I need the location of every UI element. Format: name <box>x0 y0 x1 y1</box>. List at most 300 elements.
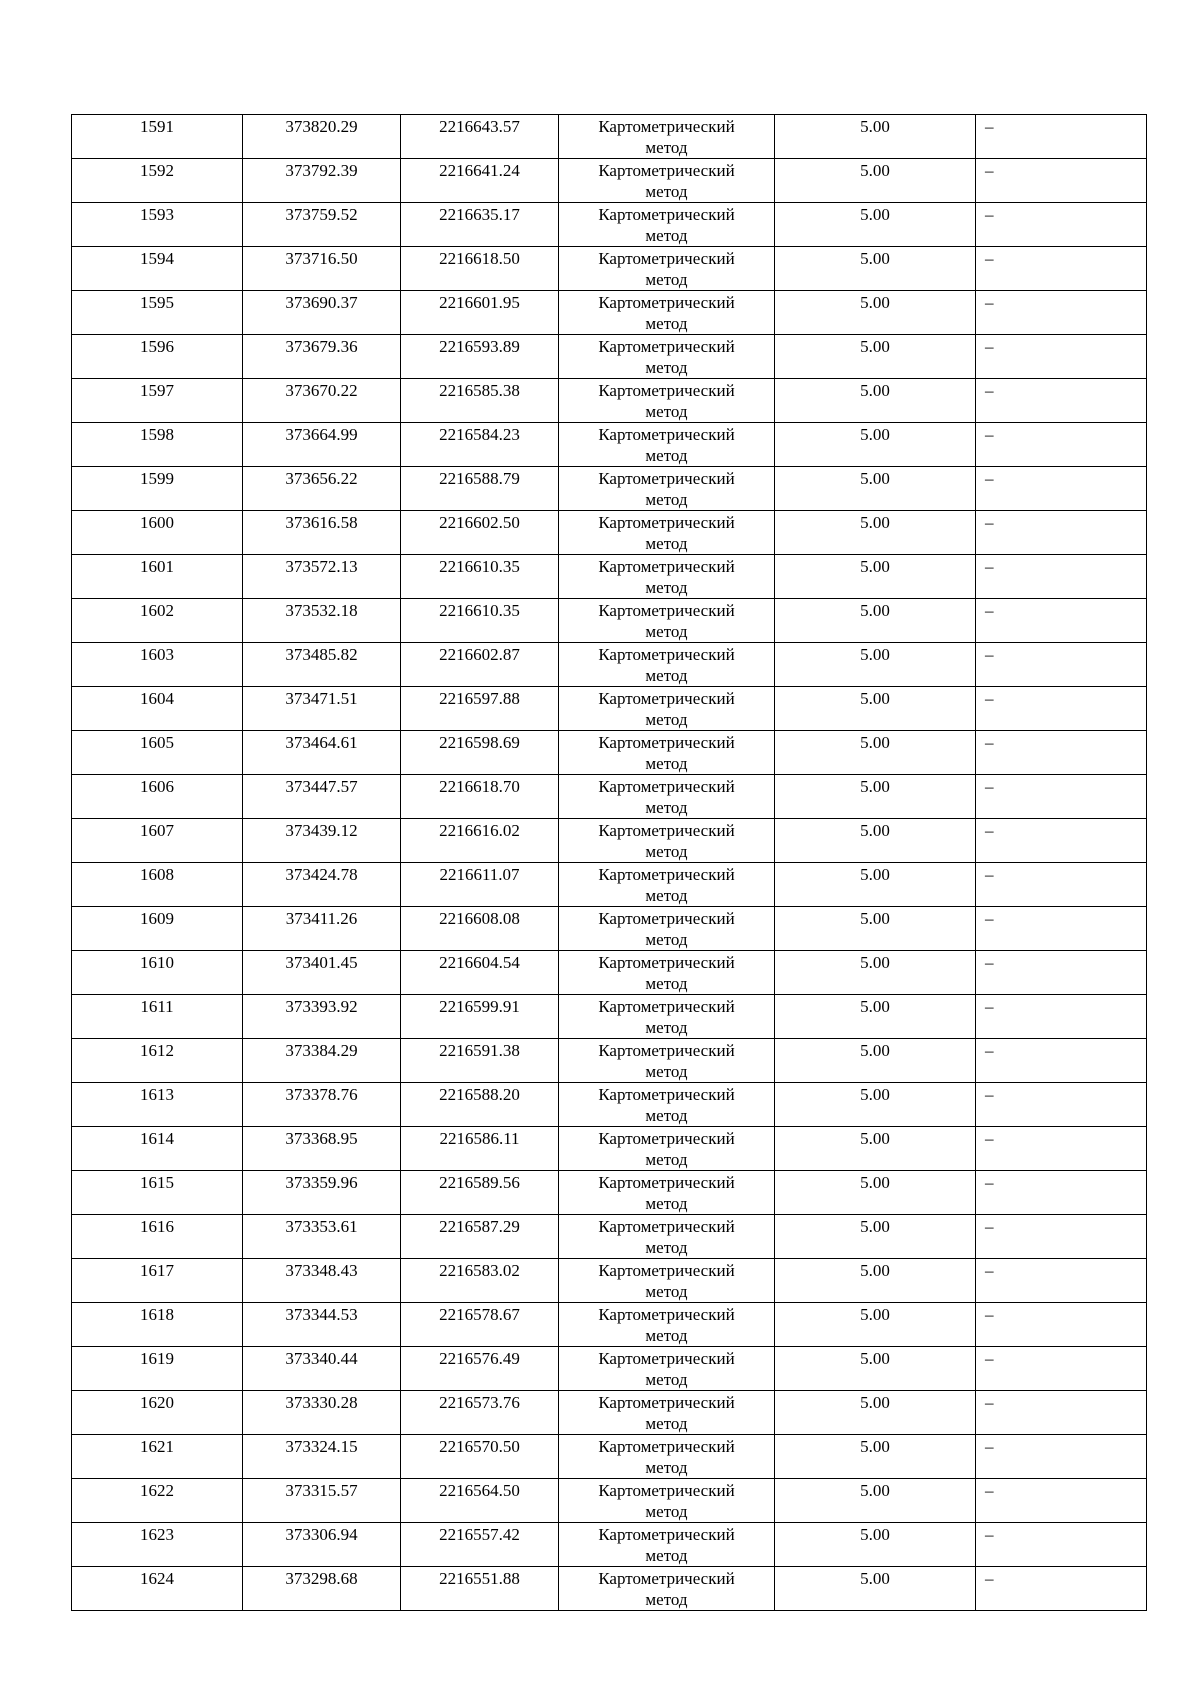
table-row <box>72 687 1147 731</box>
y-coordinate-cell-text: 2216618.70 <box>439 777 520 796</box>
method-cell <box>559 819 775 863</box>
precision-cell <box>775 203 976 247</box>
y-coordinate-cell <box>401 555 559 599</box>
method-cell-text: Картометрический метод <box>598 1437 735 1477</box>
point-number-cell-text: 1620 <box>140 1393 174 1412</box>
note-cell <box>976 1127 1147 1171</box>
table-row <box>72 643 1147 687</box>
table-row <box>72 1479 1147 1523</box>
point-number-cell-text: 1623 <box>140 1525 174 1544</box>
precision-cell-text: 5.00 <box>860 1349 890 1368</box>
table-row <box>72 1303 1147 1347</box>
point-number-cell <box>72 863 243 907</box>
precision-cell-text: 5.00 <box>860 337 890 356</box>
note-cell-text: – <box>985 1525 994 1544</box>
method-cell-text: Картометрический метод <box>598 117 735 157</box>
precision-cell <box>775 1391 976 1435</box>
x-coordinate-cell-text: 373447.57 <box>285 777 358 796</box>
x-coordinate-cell <box>243 1127 401 1171</box>
y-coordinate-cell-text: 2216601.95 <box>439 293 520 312</box>
point-number-cell <box>72 555 243 599</box>
coordinates-table <box>71 114 1147 1611</box>
precision-cell <box>775 335 976 379</box>
y-coordinate-cell <box>401 379 559 423</box>
method-cell <box>559 907 775 951</box>
method-cell-text: Картометрический метод <box>598 1041 735 1081</box>
point-number-cell <box>72 203 243 247</box>
note-cell <box>976 907 1147 951</box>
precision-cell-text: 5.00 <box>860 1437 890 1456</box>
method-cell-text: Картометрический метод <box>598 909 735 949</box>
table-row <box>72 819 1147 863</box>
method-cell-text: Картометрический метод <box>598 557 735 597</box>
method-cell <box>559 1259 775 1303</box>
precision-cell <box>775 511 976 555</box>
point-number-cell <box>72 291 243 335</box>
point-number-cell-text: 1622 <box>140 1481 174 1500</box>
note-cell-text: – <box>985 557 994 576</box>
method-cell-text: Картометрический метод <box>598 425 735 465</box>
y-coordinate-cell-text: 2216587.29 <box>439 1217 520 1236</box>
table-row <box>72 291 1147 335</box>
precision-cell-text: 5.00 <box>860 1305 890 1324</box>
note-cell-text: – <box>985 469 994 488</box>
y-coordinate-cell <box>401 291 559 335</box>
note-cell-text: – <box>985 117 994 136</box>
point-number-cell <box>72 599 243 643</box>
method-cell-text: Картометрический метод <box>598 1261 735 1301</box>
method-cell <box>559 379 775 423</box>
point-number-cell-text: 1616 <box>140 1217 174 1236</box>
precision-cell <box>775 907 976 951</box>
note-cell-text: – <box>985 821 994 840</box>
note-cell-text: – <box>985 733 994 752</box>
x-coordinate-cell-text: 373353.61 <box>285 1217 358 1236</box>
method-cell-text: Картометрический метод <box>598 645 735 685</box>
table-row <box>72 203 1147 247</box>
y-coordinate-cell-text: 2216589.56 <box>439 1173 520 1192</box>
point-number-cell-text: 1600 <box>140 513 174 532</box>
x-coordinate-cell-text: 373690.37 <box>285 293 358 312</box>
y-coordinate-cell-text: 2216586.11 <box>439 1129 520 1148</box>
y-coordinate-cell <box>401 1347 559 1391</box>
method-cell <box>559 555 775 599</box>
precision-cell <box>775 643 976 687</box>
precision-cell <box>775 1479 976 1523</box>
precision-cell-text: 5.00 <box>860 1569 890 1588</box>
precision-cell-text: 5.00 <box>860 1481 890 1500</box>
y-coordinate-cell-text: 2216599.91 <box>439 997 520 1016</box>
note-cell <box>976 115 1147 159</box>
note-cell-text: – <box>985 953 994 972</box>
precision-cell-text: 5.00 <box>860 1129 890 1148</box>
precision-cell <box>775 995 976 1039</box>
note-cell-text: – <box>985 1437 994 1456</box>
y-coordinate-cell-text: 2216573.76 <box>439 1393 520 1412</box>
note-cell <box>976 687 1147 731</box>
y-coordinate-cell <box>401 1215 559 1259</box>
y-coordinate-cell-text: 2216608.08 <box>439 909 520 928</box>
x-coordinate-cell-text: 373820.29 <box>285 117 358 136</box>
x-coordinate-cell <box>243 819 401 863</box>
x-coordinate-cell-text: 373464.61 <box>285 733 358 752</box>
method-cell <box>559 1039 775 1083</box>
note-cell <box>976 1303 1147 1347</box>
y-coordinate-cell <box>401 115 559 159</box>
point-number-cell-text: 1617 <box>140 1261 174 1280</box>
y-coordinate-cell-text: 2216616.02 <box>439 821 520 840</box>
y-coordinate-cell-text: 2216578.67 <box>439 1305 520 1324</box>
x-coordinate-cell <box>243 1435 401 1479</box>
point-number-cell-text: 1608 <box>140 865 174 884</box>
y-coordinate-cell <box>401 467 559 511</box>
note-cell <box>976 643 1147 687</box>
point-number-cell <box>72 731 243 775</box>
x-coordinate-cell-text: 373368.95 <box>285 1129 358 1148</box>
y-coordinate-cell-text: 2216597.88 <box>439 689 520 708</box>
method-cell-text: Картометрический метод <box>598 1569 735 1609</box>
point-number-cell <box>72 687 243 731</box>
table-row <box>72 775 1147 819</box>
x-coordinate-cell-text: 373344.53 <box>285 1305 358 1324</box>
precision-cell-text: 5.00 <box>860 821 890 840</box>
y-coordinate-cell <box>401 1039 559 1083</box>
table-row <box>72 379 1147 423</box>
y-coordinate-cell <box>401 951 559 995</box>
note-cell-text: – <box>985 425 994 444</box>
x-coordinate-cell <box>243 423 401 467</box>
point-number-cell <box>72 1303 243 1347</box>
note-cell-text: – <box>985 645 994 664</box>
precision-cell-text: 5.00 <box>860 557 890 576</box>
point-number-cell-text: 1599 <box>140 469 174 488</box>
precision-cell <box>775 1127 976 1171</box>
note-cell <box>976 1479 1147 1523</box>
y-coordinate-cell <box>401 1259 559 1303</box>
y-coordinate-cell <box>401 1523 559 1567</box>
precision-cell <box>775 819 976 863</box>
point-number-cell-text: 1615 <box>140 1173 174 1192</box>
y-coordinate-cell-text: 2216583.02 <box>439 1261 520 1280</box>
x-coordinate-cell-text: 373792.39 <box>285 161 358 180</box>
y-coordinate-cell <box>401 423 559 467</box>
method-cell-text: Картометрический метод <box>598 469 735 509</box>
note-cell <box>976 291 1147 335</box>
y-coordinate-cell-text: 2216602.87 <box>439 645 520 664</box>
precision-cell-text: 5.00 <box>860 205 890 224</box>
x-coordinate-cell <box>243 1083 401 1127</box>
x-coordinate-cell-text: 373298.68 <box>285 1569 358 1588</box>
note-cell-text: – <box>985 293 994 312</box>
method-cell-text: Картометрический метод <box>598 1481 735 1521</box>
point-number-cell-text: 1598 <box>140 425 174 444</box>
note-cell <box>976 1567 1147 1611</box>
table-row <box>72 1215 1147 1259</box>
table-row <box>72 1127 1147 1171</box>
x-coordinate-cell-text: 373664.99 <box>285 425 358 444</box>
note-cell-text: – <box>985 1569 994 1588</box>
y-coordinate-cell <box>401 687 559 731</box>
x-coordinate-cell-text: 373424.78 <box>285 865 358 884</box>
method-cell-text: Картометрический метод <box>598 1217 735 1257</box>
note-cell <box>976 819 1147 863</box>
point-number-cell-text: 1609 <box>140 909 174 928</box>
x-coordinate-cell-text: 373759.52 <box>285 205 358 224</box>
x-coordinate-cell-text: 373330.28 <box>285 1393 358 1412</box>
precision-cell <box>775 687 976 731</box>
method-cell-text: Картометрический метод <box>598 161 735 201</box>
table-row <box>72 1567 1147 1611</box>
note-cell <box>976 159 1147 203</box>
method-cell-text: Картометрический метод <box>598 513 735 553</box>
method-cell <box>559 1171 775 1215</box>
y-coordinate-cell <box>401 1083 559 1127</box>
x-coordinate-cell <box>243 115 401 159</box>
note-cell-text: – <box>985 1349 994 1368</box>
note-cell-text: – <box>985 1173 994 1192</box>
point-number-cell <box>72 1127 243 1171</box>
precision-cell-text: 5.00 <box>860 777 890 796</box>
y-coordinate-cell-text: 2216641.24 <box>439 161 520 180</box>
precision-cell <box>775 775 976 819</box>
x-coordinate-cell <box>243 1567 401 1611</box>
y-coordinate-cell-text: 2216602.50 <box>439 513 520 532</box>
precision-cell <box>775 115 976 159</box>
method-cell <box>559 995 775 1039</box>
note-cell <box>976 1435 1147 1479</box>
precision-cell-text: 5.00 <box>860 1041 890 1060</box>
precision-cell-text: 5.00 <box>860 293 890 312</box>
x-coordinate-cell <box>243 1479 401 1523</box>
point-number-cell-text: 1607 <box>140 821 174 840</box>
table-row <box>72 863 1147 907</box>
note-cell-text: – <box>985 1085 994 1104</box>
note-cell <box>976 379 1147 423</box>
y-coordinate-cell <box>401 907 559 951</box>
method-cell <box>559 203 775 247</box>
point-number-cell-text: 1603 <box>140 645 174 664</box>
point-number-cell-text: 1614 <box>140 1129 174 1148</box>
y-coordinate-cell <box>401 599 559 643</box>
note-cell <box>976 555 1147 599</box>
table-row <box>72 555 1147 599</box>
table-row <box>72 731 1147 775</box>
point-number-cell-text: 1618 <box>140 1305 174 1324</box>
method-cell-text: Картометрический метод <box>598 205 735 245</box>
method-cell <box>559 467 775 511</box>
note-cell-text: – <box>985 997 994 1016</box>
x-coordinate-cell-text: 373359.96 <box>285 1173 358 1192</box>
y-coordinate-cell-text: 2216557.42 <box>439 1525 520 1544</box>
precision-cell-text: 5.00 <box>860 469 890 488</box>
precision-cell-text: 5.00 <box>860 601 890 620</box>
note-cell <box>976 511 1147 555</box>
point-number-cell <box>72 1391 243 1435</box>
note-cell <box>976 1171 1147 1215</box>
x-coordinate-cell <box>243 1391 401 1435</box>
note-cell-text: – <box>985 161 994 180</box>
y-coordinate-cell <box>401 159 559 203</box>
y-coordinate-cell <box>401 511 559 555</box>
precision-cell <box>775 1171 976 1215</box>
table-row <box>72 1523 1147 1567</box>
x-coordinate-cell-text: 373348.43 <box>285 1261 358 1280</box>
x-coordinate-cell-text: 373384.29 <box>285 1041 358 1060</box>
point-number-cell-text: 1597 <box>140 381 174 400</box>
point-number-cell <box>72 1083 243 1127</box>
precision-cell <box>775 159 976 203</box>
note-cell <box>976 1347 1147 1391</box>
table-row <box>72 115 1147 159</box>
x-coordinate-cell <box>243 1171 401 1215</box>
y-coordinate-cell-text: 2216588.79 <box>439 469 520 488</box>
point-number-cell <box>72 159 243 203</box>
table-row <box>72 995 1147 1039</box>
precision-cell <box>775 1567 976 1611</box>
x-coordinate-cell-text: 373485.82 <box>285 645 358 664</box>
method-cell-text: Картометрический метод <box>598 337 735 377</box>
method-cell <box>559 643 775 687</box>
table-row <box>72 1171 1147 1215</box>
point-number-cell <box>72 1039 243 1083</box>
precision-cell <box>775 555 976 599</box>
y-coordinate-cell <box>401 731 559 775</box>
y-coordinate-cell-text: 2216584.23 <box>439 425 520 444</box>
x-coordinate-cell-text: 373411.26 <box>285 909 358 928</box>
y-coordinate-cell-text: 2216585.38 <box>439 381 520 400</box>
x-coordinate-cell-text: 373378.76 <box>285 1085 358 1104</box>
point-number-cell <box>72 1347 243 1391</box>
point-number-cell-text: 1604 <box>140 689 174 708</box>
x-coordinate-cell <box>243 467 401 511</box>
y-coordinate-cell <box>401 863 559 907</box>
precision-cell <box>775 863 976 907</box>
method-cell <box>559 1435 775 1479</box>
x-coordinate-cell <box>243 511 401 555</box>
precision-cell <box>775 599 976 643</box>
table-row <box>72 159 1147 203</box>
point-number-cell-text: 1621 <box>140 1437 174 1456</box>
method-cell-text: Картометрический метод <box>598 1129 735 1169</box>
precision-cell <box>775 1347 976 1391</box>
method-cell-text: Картометрический метод <box>598 997 735 1037</box>
table-row <box>72 1347 1147 1391</box>
note-cell <box>976 1083 1147 1127</box>
point-number-cell <box>72 115 243 159</box>
point-number-cell <box>72 423 243 467</box>
method-cell-text: Картометрический метод <box>598 1085 735 1125</box>
note-cell <box>976 247 1147 291</box>
x-coordinate-cell-text: 373401.45 <box>285 953 358 972</box>
method-cell <box>559 511 775 555</box>
y-coordinate-cell-text: 2216618.50 <box>439 249 520 268</box>
x-coordinate-cell-text: 373315.57 <box>285 1481 358 1500</box>
method-cell-text: Картометрический метод <box>598 777 735 817</box>
method-cell <box>559 1479 775 1523</box>
method-cell <box>559 731 775 775</box>
precision-cell <box>775 1523 976 1567</box>
table-row <box>72 951 1147 995</box>
precision-cell-text: 5.00 <box>860 1217 890 1236</box>
point-number-cell-text: 1619 <box>140 1349 174 1368</box>
method-cell <box>559 775 775 819</box>
point-number-cell <box>72 379 243 423</box>
table-row <box>72 907 1147 951</box>
y-coordinate-cell-text: 2216570.50 <box>439 1437 520 1456</box>
x-coordinate-cell-text: 373471.51 <box>285 689 358 708</box>
method-cell-text: Картометрический метод <box>598 953 735 993</box>
y-coordinate-cell <box>401 1435 559 1479</box>
table-row <box>72 335 1147 379</box>
point-number-cell <box>72 335 243 379</box>
x-coordinate-cell <box>243 159 401 203</box>
note-cell-text: – <box>985 601 994 620</box>
point-number-cell <box>72 775 243 819</box>
point-number-cell <box>72 1567 243 1611</box>
y-coordinate-cell <box>401 995 559 1039</box>
precision-cell-text: 5.00 <box>860 425 890 444</box>
point-number-cell <box>72 511 243 555</box>
precision-cell <box>775 1039 976 1083</box>
point-number-cell <box>72 1523 243 1567</box>
method-cell <box>559 1523 775 1567</box>
note-cell-text: – <box>985 1305 994 1324</box>
point-number-cell-text: 1610 <box>140 953 174 972</box>
y-coordinate-cell <box>401 819 559 863</box>
x-coordinate-cell <box>243 203 401 247</box>
x-coordinate-cell <box>243 247 401 291</box>
point-number-cell <box>72 1259 243 1303</box>
precision-cell-text: 5.00 <box>860 249 890 268</box>
precision-cell-text: 5.00 <box>860 689 890 708</box>
point-number-cell-text: 1595 <box>140 293 174 312</box>
point-number-cell-text: 1605 <box>140 733 174 752</box>
note-cell <box>976 1523 1147 1567</box>
y-coordinate-cell-text: 2216635.17 <box>439 205 520 224</box>
method-cell <box>559 1347 775 1391</box>
method-cell <box>559 115 775 159</box>
precision-cell <box>775 291 976 335</box>
note-cell <box>976 951 1147 995</box>
x-coordinate-cell <box>243 291 401 335</box>
precision-cell <box>775 1435 976 1479</box>
x-coordinate-cell-text: 373340.44 <box>285 1349 358 1368</box>
y-coordinate-cell-text: 2216643.57 <box>439 117 520 136</box>
precision-cell-text: 5.00 <box>860 1525 890 1544</box>
method-cell <box>559 951 775 995</box>
method-cell-text: Картометрический метод <box>598 249 735 289</box>
x-coordinate-cell-text: 373393.92 <box>285 997 358 1016</box>
note-cell <box>976 1215 1147 1259</box>
point-number-cell <box>72 467 243 511</box>
point-number-cell-text: 1613 <box>140 1085 174 1104</box>
x-coordinate-cell-text: 373616.58 <box>285 513 358 532</box>
note-cell-text: – <box>985 1129 994 1148</box>
table-row <box>72 467 1147 511</box>
y-coordinate-cell <box>401 1479 559 1523</box>
note-cell-text: – <box>985 513 994 532</box>
method-cell <box>559 1567 775 1611</box>
x-coordinate-cell-text: 373532.18 <box>285 601 358 620</box>
table-row <box>72 1435 1147 1479</box>
method-cell <box>559 1391 775 1435</box>
method-cell <box>559 423 775 467</box>
point-number-cell-text: 1592 <box>140 161 174 180</box>
x-coordinate-cell <box>243 599 401 643</box>
x-coordinate-cell <box>243 863 401 907</box>
point-number-cell-text: 1593 <box>140 205 174 224</box>
method-cell-text: Картометрический метод <box>598 689 735 729</box>
